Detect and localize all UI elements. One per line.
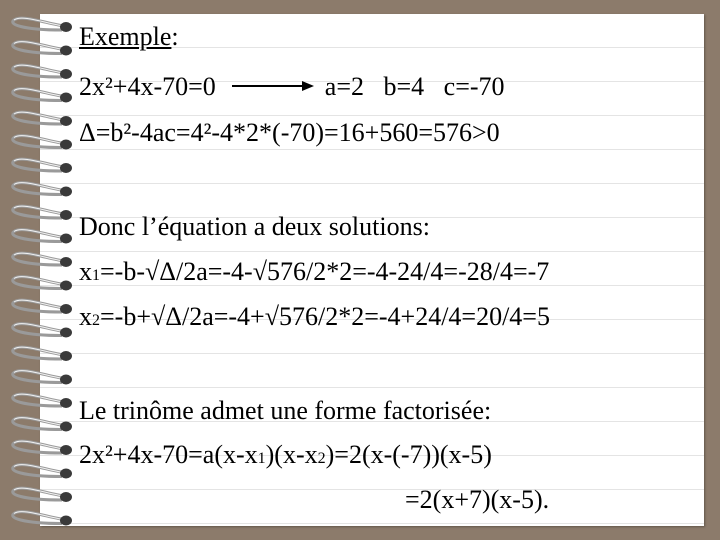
- coefficients-text: a=2 b=4 c=-70: [324, 72, 505, 101]
- spiral-loop: [13, 18, 72, 32]
- spiral-loop: [13, 183, 72, 197]
- spiral-loop: [13, 441, 72, 455]
- factor-index-1: 1: [257, 450, 266, 467]
- x2-calculation: =-b+√Δ/2a=-4+√576/2*2=-4+24/4=20/4=5: [100, 302, 550, 331]
- spiral-loop: [13, 371, 72, 385]
- spiral-loop: [13, 465, 72, 479]
- spiral-loop: [13, 418, 72, 432]
- factor-part-b: )(x-x: [265, 440, 318, 469]
- spiral-loop: [13, 347, 72, 361]
- spiral-loop: [13, 112, 72, 126]
- factorization-result-text: =2(x+7)(x-5).: [405, 485, 550, 514]
- x1-var: x: [79, 257, 92, 286]
- solution-x2-line: [79, 302, 550, 336]
- conclusion-text: Donc l’équation a deux solutions:: [79, 212, 430, 241]
- x2-index: 2: [92, 312, 100, 329]
- factor-part-a: 2x²+4x-70=a(x-x: [79, 440, 258, 469]
- factor-part-c: )=2(x-(-7))(x-5): [325, 440, 492, 469]
- spiral-loop: [13, 253, 72, 267]
- example-heading: [79, 22, 179, 52]
- spiral-binding-icon: [0, 0, 90, 540]
- spiral-loop: [13, 324, 72, 338]
- spiral-loop: [13, 277, 72, 291]
- spiral-loop: [13, 300, 72, 314]
- spiral-loop: [13, 42, 72, 56]
- factorization-intro-line: [79, 396, 491, 426]
- equation-line: [79, 72, 505, 102]
- spiral-loop: [13, 394, 72, 408]
- factorization-result-line: [405, 485, 549, 515]
- factorization-line: [79, 440, 492, 474]
- spiral-loop: [13, 65, 72, 79]
- conclusion-line: [79, 212, 430, 242]
- discriminant-text: Δ=b²-4ac=4²-4*2*(-70)=16+560=576>0: [79, 118, 500, 147]
- spiral-loop: [13, 89, 72, 103]
- spiral-loop: [13, 136, 72, 150]
- x1-calculation: =-b-√Δ/2a=-4-√576/2*2=-4-24/4=-28/4=-7: [100, 257, 550, 286]
- factorization-intro-text: Le trinôme admet une forme factorisée:: [79, 396, 492, 425]
- x1-index: 1: [92, 267, 100, 284]
- solution-x1-line: [79, 257, 549, 291]
- spiral-loop: [13, 206, 72, 220]
- factor-index-2: 2: [317, 450, 326, 467]
- example-colon: :: [171, 22, 179, 51]
- discriminant-line: [79, 118, 500, 148]
- spiral-loop: [13, 488, 72, 502]
- equation-text: 2x²+4x-70=0: [79, 72, 216, 101]
- spiral-loop: [13, 512, 72, 526]
- example-title: Exemple: [79, 22, 172, 51]
- spiral-loop: [13, 159, 72, 173]
- right-arrow-icon: [232, 76, 314, 96]
- spiral-loop: [13, 230, 72, 244]
- x2-var: x: [79, 302, 92, 331]
